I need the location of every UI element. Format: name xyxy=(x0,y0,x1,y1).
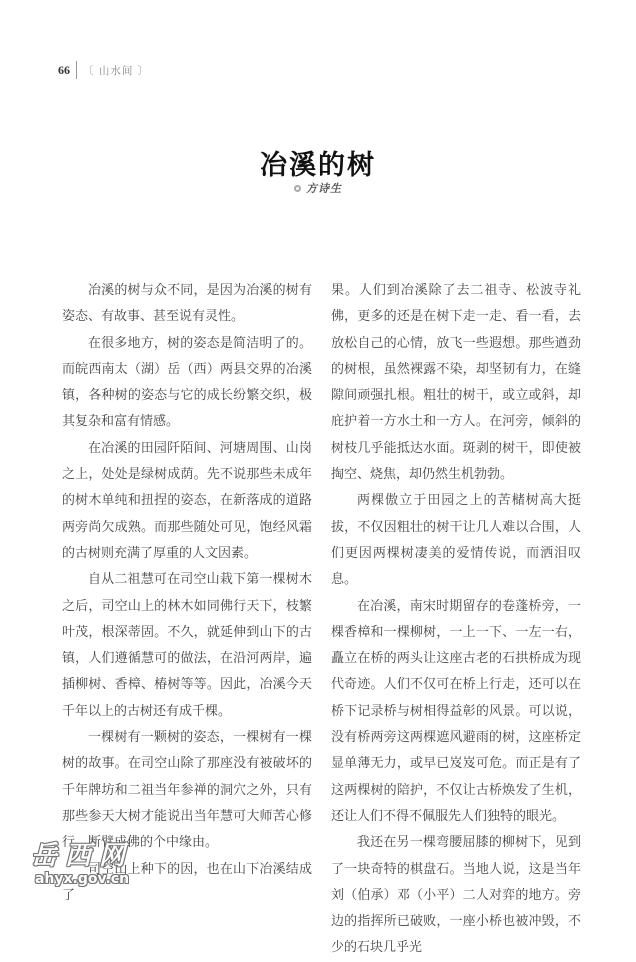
author-line xyxy=(0,180,636,196)
site-watermark xyxy=(22,842,142,888)
paragraph: 司空山上种下的因，也在山下冶溪结成了 xyxy=(62,861,312,903)
author-bullet-icon xyxy=(294,185,301,192)
paragraph: 我还在另一棵弯腰屈膝的柳树下，见到了一块奇特的棋盘石。当地人说，这是当年刘（伯承）邓（小平）二人对弈的地方。旁边的指挥所已破败，一座小桥也被冲毁，不少的石块几乎光 xyxy=(331,835,581,956)
paragraph-continued: 果。人们到冶溪除了去二祖寺、松波寺礼佛，更多的还是在树下走一走、看一看，去放松自己的心情，放飞一些遐想。那些遒劲的树根，虽然裸露不染，却坚韧有力，在缝隙间顽强扎根。粗壮的树干，或立或斜，却庇护着一方水土和一方人。在河旁，倾斜的树枝几乎能抵达水面。斑剥的树干，即使被掏空、烧焦，却仍然生机勃勃。 xyxy=(331,283,581,483)
page-number: 66 xyxy=(58,62,70,77)
paragraph: 在很多地方，树的姿态是简洁明了的。而皖西南太（湖）岳（西）两县交界的冶溪镇，各种树的姿态与它的成长纷繁交织，极其复杂和富有情感。 xyxy=(62,335,312,430)
paragraph: 一棵树有一颗树的姿态，一棵树有一棵树的故事。在司空山除了那座没有被破坏的千年牌坊和二祖当年参禅的洞穴之外，只有那些参天大树才能说出当年慧可大师苦心修行、断臂成佛的个中缘由。 xyxy=(62,730,312,851)
paragraph: 冶溪的树与众不同，是因为冶溪的树有姿态、有故事、甚至说有灵性。 xyxy=(62,283,312,325)
section-label: 〔 山水间 〕 xyxy=(83,64,150,77)
running-header xyxy=(58,60,149,80)
paragraph: 在冶溪的田园阡陌间、河塘周围、山岗之上，处处是绿树成荫。先不说那些未成年的树木单纯和扭捏的姿态，在新落成的道路两旁尚欠成熟。而那些随处可见，饱经风霜的古树则充满了厚重的人文因素。 xyxy=(62,440,312,561)
paragraph: 两棵傲立于田园之上的苦槠树高大挺拔，不仅因粗壮的树干让几人难以合围，人们更因两棵树凄美的爱情传说，而洒泪叹息。 xyxy=(331,493,581,588)
header-divider xyxy=(76,61,77,79)
right-column xyxy=(331,278,581,962)
author-name: 方诗生 xyxy=(306,182,342,195)
left-column xyxy=(62,278,312,909)
watermark-logo: 岳西网 xyxy=(30,841,133,871)
paragraph: 自从二祖慧可在司空山栽下第一棵树木之后，司空山上的林木如同佛行天下，枝繁叶茂，根深蒂固。不久，就延伸到山下的古镇，人们遵循慧可的做法，在沿河两岸，遍插柳树、香樟、椿树等等。因此，冶溪今天千年以上的古树还有成千棵。 xyxy=(62,572,312,719)
watermark-url: ahyx.gov.cn xyxy=(34,871,130,887)
paragraph: 在冶溪，南宋时期留存的卷蓬桥旁，一棵香樟和一棵柳树，一上一下、一左一右，矗立在桥的两头让这座古老的石拱桥成为现代奇迹。人们不仅可在桥上行走，还可以在桥下记录桥与树相得益彰的风景。可以说，没有桥两旁这两棵遮风避雨的树，这座桥定显单薄无力，或早已岌岌可危。而正是有了这两棵树的陪护，不仅让古桥焕发了生机，还让人们不得不佩服先人们独特的眼光。 xyxy=(331,598,581,824)
article-title: 冶溪的树 xyxy=(260,150,376,181)
